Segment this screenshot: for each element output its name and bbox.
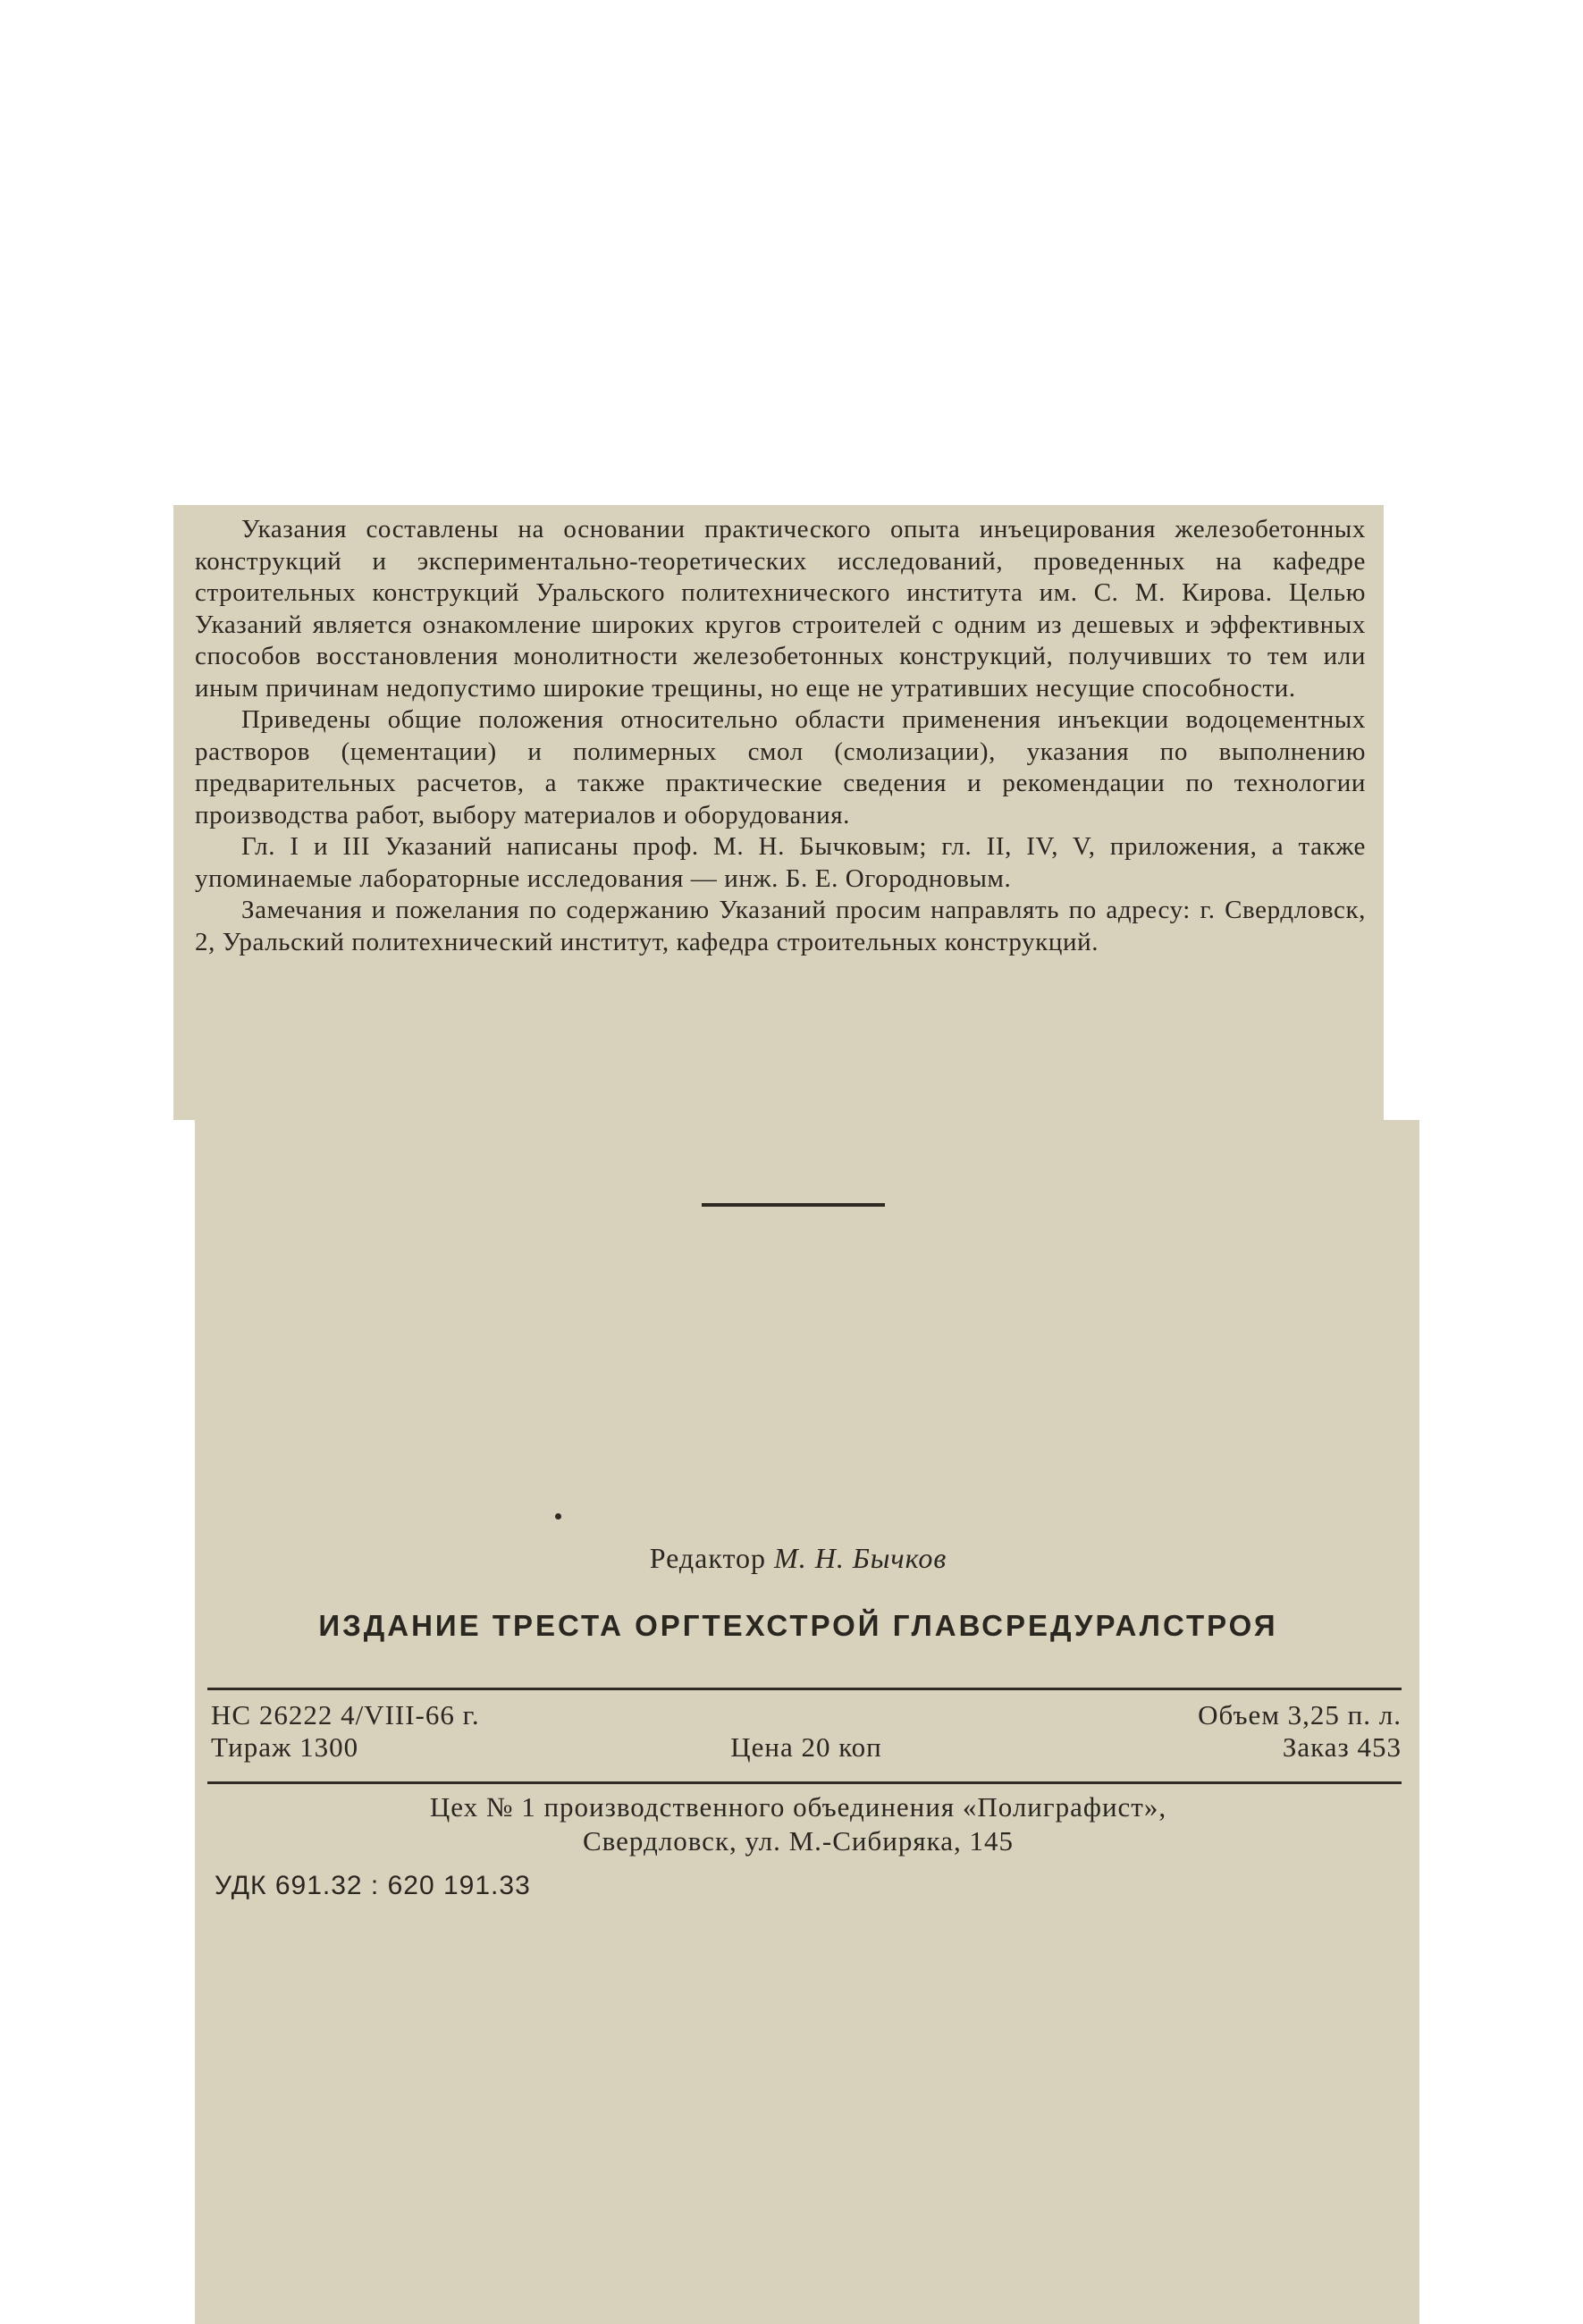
volume-info: Объем 3,25 п. л. [1198,1699,1402,1730]
annotation-paragraph-3: Гл. I и III Указаний написаны проф. М. Н. Бычковым; гл. II, IV, V, приложения, а также упоминаемые лабораторные исследования — инж. Б. Е. Огородновым. [195,832,1366,893]
printer-line-1: Цех № 1 производственного объединения «Полиграфист», [429,1791,1167,1823]
imprint-rule-top [207,1688,1402,1690]
printer-line-2: Свердловск, ул. М.-Сибиряка, 145 [583,1825,1014,1857]
imprint-block [211,1699,1402,1764]
order-number: Заказ 453 [1282,1731,1402,1763]
imprint-row-2 [211,1731,1402,1764]
annotation-paragraph-1: Указания составлены на основании практического опыта инъецирования железобетонных конструкций и экспериментально-теоретических исследований, проведенных на кафедре строительных конструкций Уральского политехнического института им. С. М. Кирова. Целью Указаний является ознакомление широких кругов строителей с одним из дешевых и эффективных способов восстановления монолитности железобетонных конструкций, получивших то тем или иным причинам недопустимо широкие трещины, но еще не утративших несущие способности. [195,515,1366,703]
permit-number: НС 26222 4/VIII-66 г. [211,1699,480,1730]
printer-info [195,1790,1402,1858]
annotation-text [195,514,1366,958]
editor-label: Редактор [649,1542,767,1574]
annotation-paragraph-2: Приведены общие положения относительно области применения инъекции водоцементных растворов (цементации) и полимерных смол (смолизации), указания по выполнению предварительных расчетов, а также практические сведения и рекомендации по технологии производства работ, выбору материалов и оборудования. [195,705,1366,829]
editor-credit [195,1542,1402,1575]
publisher-title: ИЗДАНИЕ ТРЕСТА ОРГТЕХСТРОЙ ГЛАВСРЕДУРАЛСТРОЯ [318,1609,1278,1642]
imprint-rule-bottom [207,1781,1402,1784]
print-speck [555,1513,561,1520]
separator-rule [702,1203,885,1207]
annotation-paragraph-4: Замечания и пожелания по содержанию Указаний просим направлять по адресу: г. Свердловск, 2, Уральский политехнический институт, кафедра строительных конструкций. [195,896,1366,956]
print-run: Тираж 1300 [211,1731,359,1763]
imprint-row-1 [211,1699,1402,1731]
udk-code: УДК 691.32 : 620 191.33 [215,1871,531,1900]
price: Цена 20 коп [730,1731,882,1763]
editor-name: М. Н. Бычков [774,1542,947,1574]
